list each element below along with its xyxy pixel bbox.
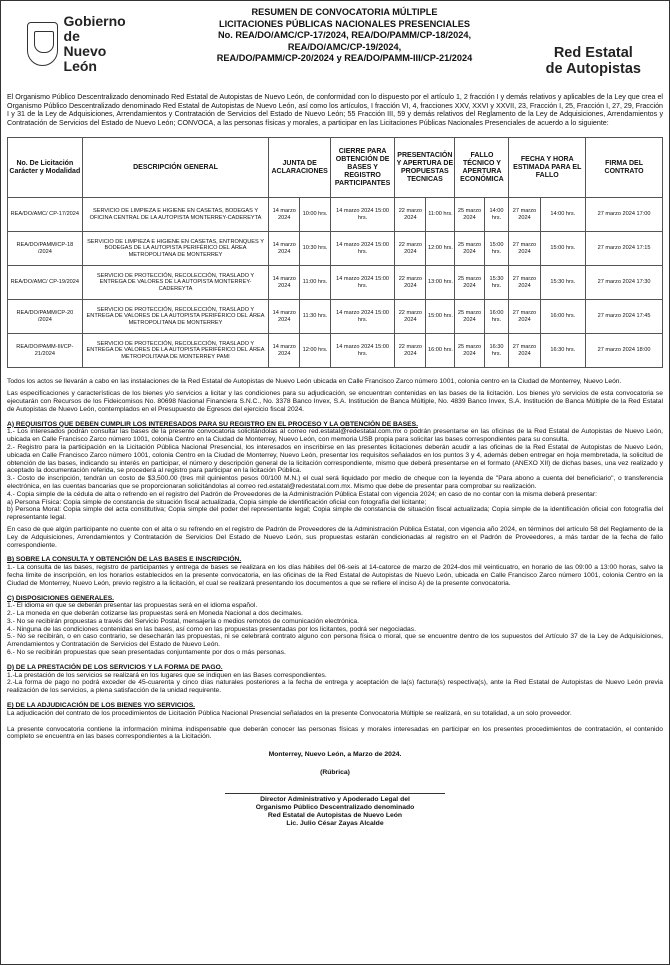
cell-fallo-hora: 15:00 hrs. (484, 232, 509, 266)
cell-est-fecha: 27 marzo 2024 (509, 300, 540, 334)
signer-line: Organismo Público Descentralizado denominado (255, 804, 415, 812)
paragraph-venue: Todos los actos se llevarán a cabo en las instalaciones de la Red Estatal de Autopistas de Nuevo León ubicada en Calle Francisco Zarco número 1001, colonia centro en la Ciudad de Monterrey, Nuevo León. (7, 378, 622, 386)
cell-pres-fecha: 22 marzo 2024 (395, 198, 426, 232)
cell-firma: 27 marzo 2024 17:15 (586, 232, 663, 266)
place-date: Monterrey, Nuevo León, a Marzo de 2024. (268, 751, 402, 759)
cell-junta-fecha: 14 marzo 2024 (269, 232, 300, 266)
cell-fallo-hora: 16:30 hrs. (484, 334, 509, 368)
cell-desc: SERVICIO DE PROTECCIÓN, RECOLECCIÓN, TRASLADO Y ENTREGA DE VALORES DE LA AUTOPISTA MONTERREY-CADEREYTA (82, 266, 269, 300)
logo-line1: Gobierno de (63, 13, 126, 44)
section-e-item: La adjudicación del contrato de los procedimientos de Licitación Pública Nacional Presencial señalados en la presente Convocatoria Múltiple se realizará, en su totalidad, a un solo proveedor. (7, 709, 572, 717)
cell-pres-fecha: 22 marzo 2024 (395, 300, 426, 334)
col-header-cierre: CIERRE PARA OBTENCIÓN DE BASES Y REGISTRO PARTICIPANTES (330, 138, 394, 198)
table-row (8, 198, 663, 232)
signer-line: Red Estatal de Autopistas de Nuevo León (267, 812, 403, 820)
section-c-item: 4.- Ninguna de las condiciones contenidas en las bases, así como en las propuestas presentadas por los licitantes, podrá ser negociadas. (7, 625, 416, 633)
cell-cierre: 14 marzo 2024 15:00 hrs. (330, 300, 394, 334)
summary-line: REA/DO/AMC/CP-19/2024, (287, 41, 402, 52)
cell-no: REA/DO/PAMM/CP-20 /2024 (8, 300, 83, 334)
cell-est-fecha: 27 marzo 2024 (509, 198, 540, 232)
cell-fallo-hora: 15:30 hrs. (484, 266, 509, 300)
body-text (7, 378, 663, 741)
table-row (8, 232, 663, 266)
cell-no: REA/DO/AMC/ CP-17/2024 (8, 198, 83, 232)
section-c-item: 5.- No se recibirán, o en caso contrario, se desecharán las propuestas, ni se celebrará contrato alguno con persona física o moral, que se encuentre dentro de los supuestos del Artículo 37 de la Ley de Adquisiciones, Arrendamientos y Contratación de Servicios del Estado de Nuevo León. (7, 633, 663, 649)
cell-no: REA/DO/PAMM-III/CP-21/2024 (8, 334, 83, 368)
cell-fallo-fecha: 25 marzo 2024 (455, 300, 484, 334)
rubrica-label: (Rúbrica) (320, 769, 350, 777)
section-a-item: 4.- Copia simple de la cédula de alta o refrendo en el registro del Padrón de Proveedores de la Administración Pública Estatal con vigencia 2024; en caso de no contar con la misma deberá presentar: (7, 490, 597, 498)
cell-est-fecha: 27 marzo 2024 (509, 266, 540, 300)
cell-pres-hora: 11:00 hrs. (426, 198, 455, 232)
table-header-row (8, 138, 663, 198)
signature-line (225, 793, 445, 794)
cell-desc: SERVICIO DE PROTECCIÓN, RECOLECCIÓN, TRASLADO Y ENTREGA DE VALORES DE LA AUTOPISTA PERIFÉRICO DEL ÁREA METROPOLITANA DE MONTERREY (82, 300, 269, 334)
cell-junta-hora: 10:30 hrs. (300, 232, 331, 266)
cell-pres-hora: 12:00 hrs. (426, 232, 455, 266)
cell-pres-hora: 13:00 hrs. (426, 266, 455, 300)
cell-no: REA/DO/PAMM/CP-18 /2024 (8, 232, 83, 266)
col-header-presentacion: PRESENTACIÓN Y APERTURA DE PROPUESTAS TECNICAS (395, 138, 455, 198)
col-header-no: No. De Licitación Carácter y Modalidad (8, 138, 83, 198)
cell-junta-fecha: 14 marzo 2024 (269, 334, 300, 368)
cell-fallo-hora: 16:00 hrs. (484, 300, 509, 334)
cell-desc: SERVICIO DE LIMPIEZA E HIGIENE EN CASETAS, BODEGAS Y OFICINA CENTRAL DE LA AUTOPISTA MONTERREY-CADEREYTA (82, 198, 269, 232)
signer-name: Lic. Julio César Zayas Alcalde (286, 820, 384, 828)
cell-junta-hora: 11:30 hrs. (300, 300, 331, 334)
section-a-item: 1.- Los interesados podrán consultar las bases de la presente convocatoria solicitándolas al correo red.estatal@redestatal.com.mx o podrán presentarse en las oficinas de la Red Estatal de Autopistas de Nuevo León, ubicada en Calle Francisco Zarco número 1001, colonia Centro en la Ciudad de Monterrey, Nuevo León, con memoria USB propia para solicitar las bases correspondientes para su consulta. (7, 428, 663, 444)
section-a-item: 2.- Registro para la participación en la Licitación Pública Nacional Presencial, los interesados en inscribirse en las presentes licitaciones deberán acudir a las oficinas de la Red Estatal de Autopistas de Nuevo León, ubicada en Calle Francisco Zarco número 1001, colonia Centro en la Ciudad de Monterrey, Nuevo León, presentar los requisitos señalados en los puntos 3 y 4, además deben entregar en hoja membretada, la solicitud de obtención de las bases, indicando su interés en participar, el número y descripción general de la licitación correspondiente, mismo que deberá presentarse en el formato (ANEXO XII) de dichas bases, una vez realizado y aceptado la documentación referida, se procederá al registro para participar en la licitación Pública. (7, 443, 663, 475)
section-b-title: B) SOBRE LA CONSULTA Y OBTENCIÓN DE LAS BASES E INSCRIPCIÓN. (7, 556, 242, 564)
section-d-title: D) DE LA PRESTACIÓN DE LOS SERVICIOS Y LA FORMA DE PAGO. (7, 663, 223, 671)
cell-pres-fecha: 22 marzo 2024 (395, 266, 426, 300)
section-a-item: b) Persona Moral: Copia simple del acta constitutiva; Copia simple del poder del representante legal; Copia simple de constancia de situación fiscal actualizada; Copia simple de la identificación oficial con fotografía del representante legal. (7, 506, 663, 522)
cell-junta-fecha: 14 marzo 2024 (269, 300, 300, 334)
section-a-note: En caso de que algún participante no cuente con el alta o su refrendo en el registro de Padrón de Proveedores de la Administración Pública Estatal, con vigencia año 2024, en términos del artículo 58 del Reglamento de la Ley de Adquisiciones, Arrendamientos y Contratación de Servicios Del Estado de Nuevo León, sus propuestas estarán condicionadas al registro en el Padrón de Proveedores, a más tardar de la fecha de fallo correspondiente. (7, 525, 663, 549)
summary-line: No. REA/DO/AMC/CP-17/2024, REA/DO/PAMM/CP-18/2024, (217, 30, 472, 41)
col-header-fallo-tecnico: FALLO TÉCNICO Y APERTURA ECONÓMICA (455, 138, 509, 198)
col-header-fallo-estimado: FECHA Y HORA ESTIMADA PARA EL FALLO (509, 138, 586, 198)
cell-desc: SERVICIO DE LIMPIEZA E HIGIENE EN CASETAS, ENTRONQUES Y BODEGAS DE LA AUTOPISTA PERIFÉRICO DEL ÁREA METROPOLITANA DE MONTERREY (82, 232, 269, 266)
state-seal-icon (27, 22, 58, 66)
cell-firma: 27 marzo 2024 18:00 (586, 334, 663, 368)
summary-line: LICITACIONES PÚBLICAS NACIONALES PRESENCIALES (219, 18, 470, 29)
cell-est-fecha: 27 marzo 2024 (509, 334, 540, 368)
cell-fallo-fecha: 25 marzo 2024 (455, 266, 484, 300)
signature-block (7, 751, 663, 828)
intro-paragraph: El Organismo Público Descentralizado denominado Red Estatal de Autopistas de Nuevo León, de conformidad con lo dispuesto por el artículo 1, 2 fracción I y demás relativos y aplicables de la Ley que crea el Organismo Público Descentralizado denominado Red Estatal de Autopistas de Nuevo León, así como los artículos, I fracción VI, 4, fracciones XXV, XXVI y XXVII, 23, Fracción I, 25, Fracción I, 27, 29, Fracción I y 31 de la Ley de Adquisiciones, Arrendamientos y Contratación de Servicios del Estado de Nuevo León; 55 Fracción III, 59 y demás relativos del Reglamento de la Ley de Adquisiciones, Arrendamientos y Contratación de Servicios del Estado de Nuevo León; CONVOCA, a las personas físicas y morales, a participar en las Licitaciones Públicas Nacionales Presenciales de acuerdo a lo siguiente: (7, 93, 663, 127)
cell-est-hora: 16:00 hrs. (540, 300, 586, 334)
cell-est-hora: 15:30 hrs. (540, 266, 586, 300)
cell-est-hora: 15:00 hrs. (540, 232, 586, 266)
section-a-item: a) Persona Física: Copia simple de constancia de situación fiscal actualizada, Copia simple de identificación oficial con fotografía del licitante; (7, 498, 427, 506)
cell-est-hora: 16:30 hrs. (540, 334, 586, 368)
cell-desc: SERVICIO DE PROTECCIÓN, RECOLECCIÓN, TRASLADO Y ENTREGA DE VALORES DE LA AUTOPISTA PERIFÉRICO DEL ÁREA METROPOLITANA DE MONTERREY PAMI (82, 334, 269, 368)
section-a-title: A) REQUISITOS QUE DEBEN CUMPLIR LOS INTERESADOS PARA SU REGISTRO EN EL PROCESO Y LA OBTENCIÓN DE BASES. (7, 420, 418, 428)
tender-table (7, 137, 663, 368)
section-c-item: 1.- El idioma en que se deberán presentar las propuestas será en el idioma español. (7, 602, 258, 610)
table-row (8, 334, 663, 368)
cell-cierre: 14 marzo 2024 15:00 hrs. (330, 334, 394, 368)
cell-pres-hora: 15:00 hrs. (426, 300, 455, 334)
summary-line: RESUMEN DE CONVOCATORIA MÚLTIPLE (251, 7, 438, 17)
agency-name: Red Estatal de Autopistas (545, 45, 641, 77)
section-e-title: E) DE LA ADJUDICACIÓN DE LOS BIENES Y/O SERVICIOS. (7, 702, 196, 710)
cell-junta-hora: 12:00 hrs. (300, 334, 331, 368)
cell-pres-fecha: 22 marzo 2024 (395, 232, 426, 266)
section-c-item: 2.- La moneda en que deberán cotizarse las propuestas será en Moneda Nacional a dos decimales. (7, 610, 303, 618)
cell-cierre: 14 marzo 2024 15:00 hrs. (330, 232, 394, 266)
cell-cierre: 14 marzo 2024 15:00 hrs. (330, 198, 394, 232)
col-header-junta: JUNTA DE ACLARACIONES (269, 138, 331, 198)
cell-junta-fecha: 14 marzo 2024 (269, 266, 300, 300)
paragraph-specs: Las especificaciones y características de los bienes y/o servicios a licitar y las condiciones para su adjudicación, se encuentran contenidas en las bases de la licitación. Los bienes y/o servicios de esta convocatoria se ejecutarán con Recursos de los Fideicomisos No. 80698 Nacional Financiera S.N.C., No. 3378 Banco Invex, S.A. Institución de Banca Múltiple, No. 4839 Banco Invex, S.A. Institución de Banca Múltiple de la Red Estatal de Autopistas de Nuevo León, contemplados en el Presupuesto de Egresos del ejercicio fiscal 2024. (7, 390, 663, 413)
summary-line: REA/DO/PAMM/CP-20/2024 y REA/DO/PAMM-III/CP-21/2024 (216, 53, 473, 64)
cell-cierre: 14 marzo 2024 15:00 hrs. (330, 266, 394, 300)
cell-fallo-fecha: 25 marzo 2024 (455, 198, 484, 232)
signer-line: Director Administrativo y Apoderado Legal del (260, 796, 410, 804)
section-d-item: 1.-La prestación de los servicios se realizará en los lugares que se indiquen en las Bases correspondientes. (7, 671, 327, 679)
section-c-title: C) DISPOSICIONES GENERALES. (7, 594, 115, 602)
table-row (8, 266, 663, 300)
cell-junta-hora: 10:00 hrs. (300, 198, 331, 232)
section-c-item: 3.- No se recibirán propuestas a través del Servicio Postal, mensajería o medios remotos de comunicación electrónica. (7, 617, 360, 625)
col-header-desc: DESCRIPCIÓN GENERAL (82, 138, 269, 198)
cell-est-fecha: 27 marzo 2024 (509, 232, 540, 266)
section-d-item: 2.-La forma de pago no podrá exceder de 45-cuarenta y cinco días naturales posteriores a la fecha de entrega y aceptación de la(s) factura(s) respectiva(s), ante la Red Estatal de Autopistas de Nuevo León previa realización de los servicios, a plena satisfacción de la unidad requirente. (7, 679, 663, 695)
summary-title (157, 7, 532, 65)
col-header-firma: FIRMA DEL CONTRATO (586, 138, 663, 198)
gobierno-logo (27, 15, 137, 73)
cell-no: REA/DO/AMC/ CP-19/2024 (8, 266, 83, 300)
cell-junta-fecha: 14 marzo 2024 (269, 198, 300, 232)
cell-fallo-fecha: 25 marzo 2024 (455, 334, 484, 368)
section-b-item: 1.- La consulta de las bases, registro de participantes y entrega de bases se realizara en los días hábiles del 06-seis al 14-catorce de marzo de 2024-dos mil veinticuatro, en horario de las 09:00 a 13:00 horas, salvo la fecha límite de inscripción, en los horarios establecidos en la presente convocatoria, en las oficinas de la Red Estatal de Autopistas de Nuevo León, ubicada en Calle Francisco Zarco número 1001, colonia Centro en la Ciudad de Monterrey, Nuevo León, previo registro a la licitación, el cual se realizará presentando los documentos a que se refiere el inciso A) de la presente convocatoria. (7, 564, 663, 587)
cell-junta-hora: 11:00 hrs. (300, 266, 331, 300)
cell-firma: 27 marzo 2024 17:45 (586, 300, 663, 334)
cell-est-hora: 14:00 hrs. (540, 198, 586, 232)
section-a-item: 3.- Costo de inscripción, tendrán un costo de $3,500.00 (tres mil quinientos pesos 00/100 M.N.) el cual será liquidado por medio de cheque con la leyenda de "Para abono a cuenta del beneficiario", o transferencia electrónica, en las cuentas bancarias que se proporcionaran solicitándolas al correo red.estatal@redestatal.com.mx. Mismo que debe de presentar para comprobar su realización. (7, 475, 663, 490)
cell-firma: 27 marzo 2024 17:30 (586, 266, 663, 300)
cell-fallo-hora: 14:00 hrs. (484, 198, 509, 232)
cell-pres-fecha: 22 marzo 2024 (395, 334, 426, 368)
header (7, 5, 663, 91)
logo-line2: Nuevo León (63, 43, 107, 74)
table-row (8, 300, 663, 334)
section-c-item: 6.- No se recibirán propuestas que sean presentadas conjuntamente por dos o más personas. (7, 649, 286, 657)
closing-paragraph: La presente convocatoria contiene la información mínima indispensable que deberán conocer las personas físicas y morales interesadas en participar en los presentes procedimientos de contratación, el contenido completo se encuentra en las bases correspondientes a la Licitación. (7, 725, 663, 741)
cell-fallo-fecha: 25 marzo 2024 (455, 232, 484, 266)
cell-firma: 27 marzo 2024 17:00 (586, 198, 663, 232)
cell-pres-hora: 16:00 hrs. (426, 334, 455, 368)
